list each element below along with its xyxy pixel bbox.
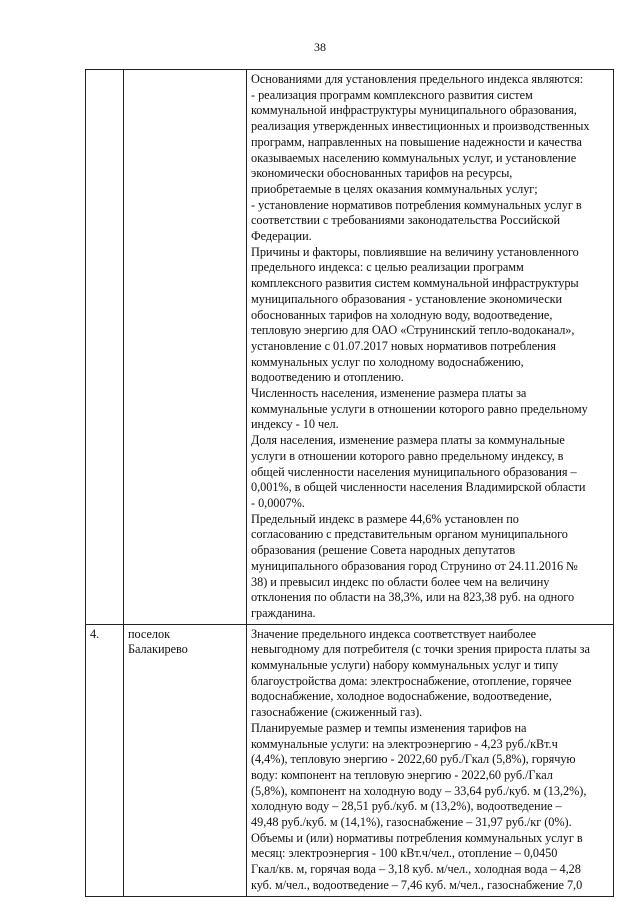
description-paragraph: Планируемые размер и темпы изменения тарифов на коммунальные услуги: на электроэнергию - 4,23 руб./кВт.ч (4,4%), тепловую энергию - 2022,60 руб./Гкал (5,8%), горячую воду: компонент на тепловую энергию - 2022,60 руб./Гкал (5,8%), компонент на холодную воду – 33,64 руб./куб. м (13,2%), холодную воду – 28,51 руб./куб. м (13,2%), водоотведение – 49,48 руб./куб. м (14,1%), газоснабжение – 31,97 руб./кг (0%). bbox=[251, 720, 587, 830]
page-number: 38 bbox=[314, 40, 326, 54]
description-cell bbox=[247, 624, 614, 896]
row-number: 4. bbox=[90, 626, 100, 641]
description-paragraph: Предельный индекс в размере 44,6% установлен по согласованию с представительным органом муниципального образования (решение Совета народных депутатов муниципального образования город Струнино от 24.11.2016 № 38) и превысил индекс по области более чем на величину отклонения по области на 38,3%, или на 823,38 руб. на одного гражданина. bbox=[251, 511, 578, 620]
row-number-cell bbox=[86, 624, 124, 896]
settlement-cell bbox=[124, 624, 247, 896]
index-table bbox=[85, 69, 614, 897]
row-number-cell bbox=[86, 70, 124, 625]
description-paragraph: Причины и факторы, повлиявшие на величину установленного предельного индекса: с целью реализации программ комплексного развития систем коммунальной инфраструктуры муниципального образования - установление экономически обоснованных тарифов на холодную воду, водоотведение, тепловую энергию для ОАО «Струнинский тепло-водоканал», установление с 01.07.2017 новых нормативов потребления коммунальных услуг по холодному водоснабжению, водоотведению и отоплению. bbox=[251, 244, 579, 385]
description-paragraph: Численность населения, изменение размера платы за коммунальные услуги в отношении которого равно предельному индексу - 10 чел. bbox=[251, 386, 588, 432]
table-row bbox=[86, 624, 614, 896]
description-paragraph: Объемы и (или) нормативы потребления коммунальных услуг в месяц: электроэнергия - 100 кВт.ч/чел., отопление – 0,0450 Гкал/кв. м, горячая вода – 3,18 куб. м/чел., холодная вода – 4,28 куб. м/чел., водоотведение – 7,46 куб. м/чел., газоснабжение 7,0 bbox=[251, 830, 583, 892]
description-cell bbox=[247, 70, 614, 625]
description-paragraph: Доля населения, изменение размера платы за коммунальные услуги в отношении которого равно предельному индексу, в общей численности населения муниципального образования – 0,001%, в общей численности населения Владимирской области - 0,0007%. bbox=[251, 433, 586, 510]
description-paragraph: Основаниями для установления предельного индекса являются: - реализация программ комплексного развития систем коммунальной инфраструктуры муниципального образования, реализация утвержденных инвестиционных и производственных программ, направленных на повышение надежности и качества оказываемых населению коммунальных услуг, и установление экономически обоснованных тарифов на ресурсы, приобретаемые в целях оказания коммунальных услуг; - установление нормативов потребления коммунальных услуг в соответствии с требованиями законодательства Российской Федерации. bbox=[251, 72, 590, 244]
table-row bbox=[86, 70, 614, 625]
settlement-cell bbox=[124, 70, 247, 625]
settlement-name: поселок Балакирево bbox=[128, 626, 188, 657]
description-paragraph: Значение предельного индекса соответствует наиболее невыгодному для потребителя (с точки зрения прироста платы за коммунальные услуги) набору коммунальных услуг и типу благоустройства дома: электроснабжение, отопление, горячее водоснабжение, холодное водоснабжение, водоотведение, газоснабжение (сжиженный газ). bbox=[251, 626, 590, 720]
